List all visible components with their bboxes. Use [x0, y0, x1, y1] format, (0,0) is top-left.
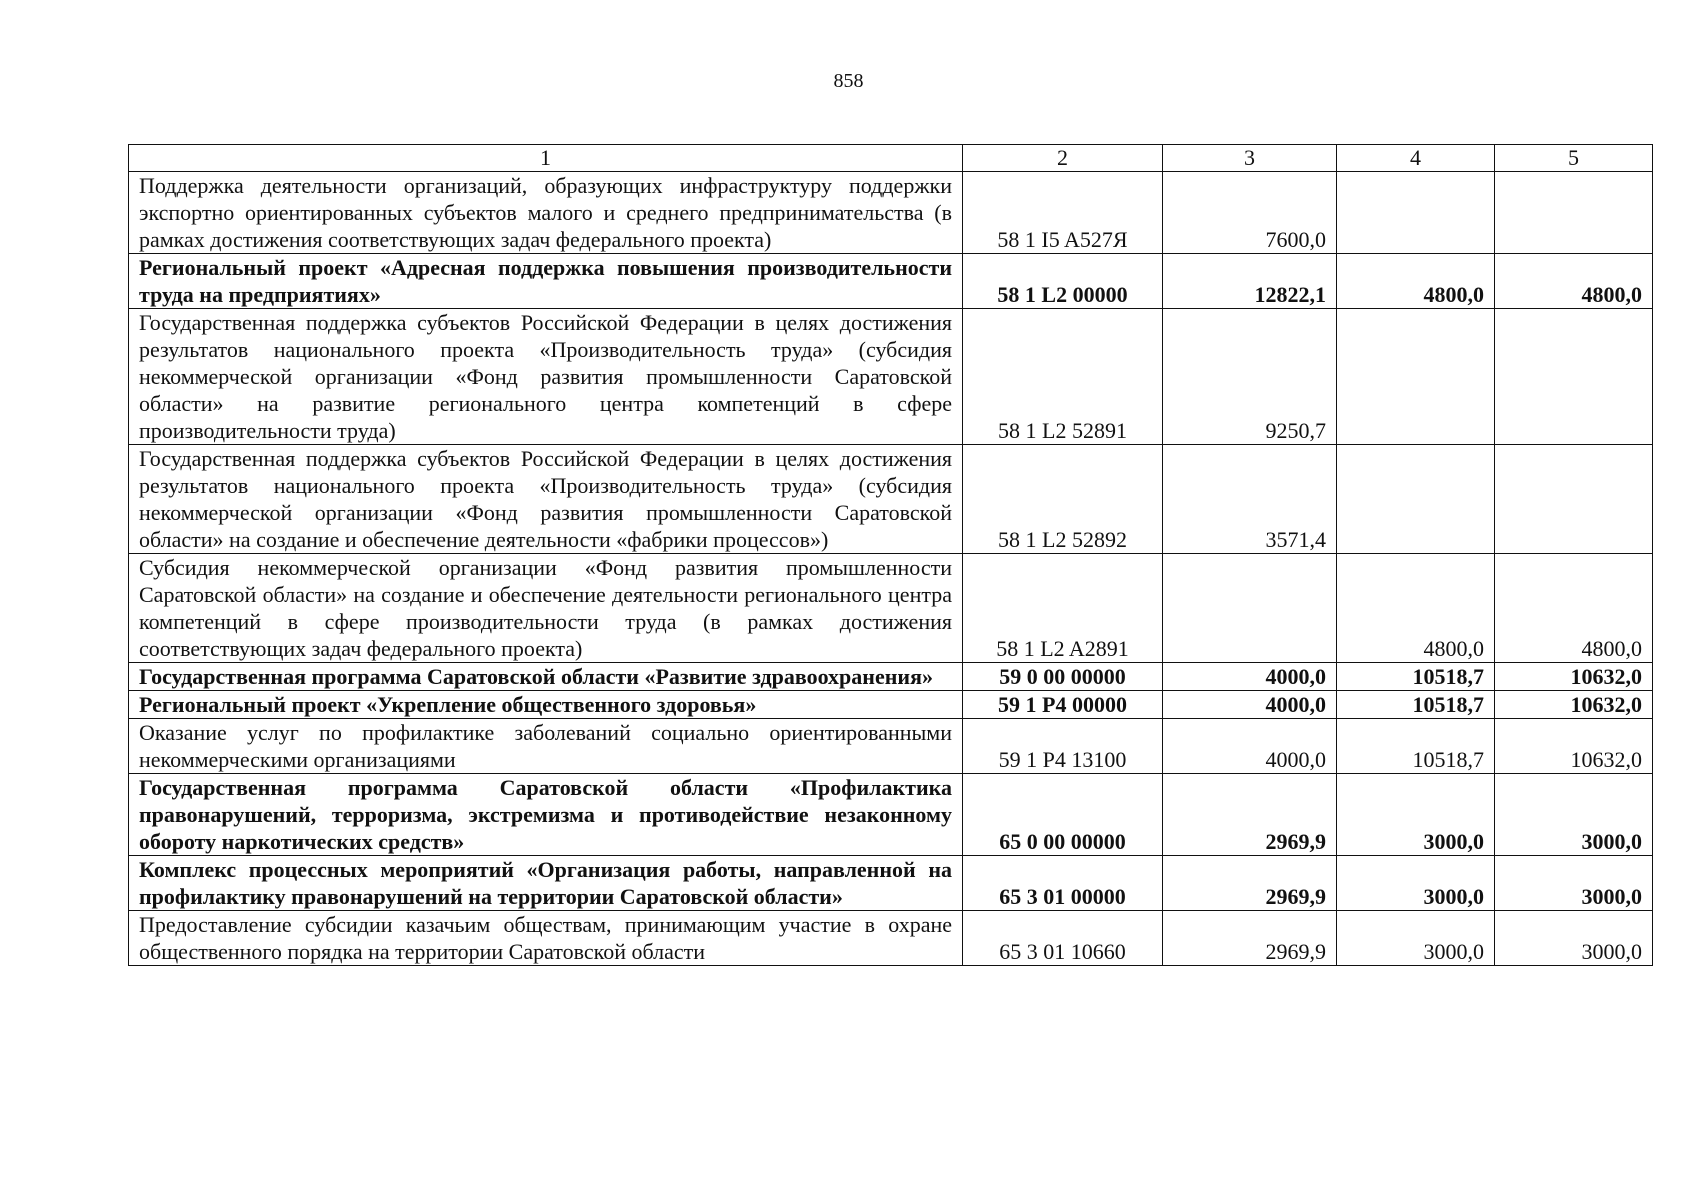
column-header-2: 2 [963, 145, 1163, 172]
amount-col3-cell: 2969,9 [1163, 911, 1337, 966]
page-number: 858 [833, 70, 864, 92]
classification-code-cell: 65 3 01 10660 [963, 911, 1163, 966]
amount-col3-cell: 7600,0 [1163, 172, 1337, 254]
classification-code-cell: 59 1 P4 00000 [963, 691, 1163, 719]
amount-col4-cell: 10518,7 [1337, 691, 1495, 719]
classification-code-cell: 59 0 00 00000 [963, 663, 1163, 691]
classification-code-cell: 65 0 00 00000 [963, 774, 1163, 856]
amount-col3-cell: 12822,1 [1163, 254, 1337, 309]
item-name-cell: Субсидия некоммерческой организации «Фонд развития промышленности Саратовской области» на создание и обеспечение деятельности регионального центра компетенций в сфере производительности труда (в рамках достижения соответствующих задач федерального проекта) [129, 554, 963, 663]
item-name-cell: Предоставление субсидии казачьим обществам, принимающим участие в охране общественного порядка на территории Саратовской области [129, 911, 963, 966]
column-header-1: 1 [129, 145, 963, 172]
item-name-cell: Комплекс процессных мероприятий «Организация работы, направленной на профилактику правонарушений на территории Саратовской области» [129, 856, 963, 911]
amount-col3-cell: 2969,9 [1163, 774, 1337, 856]
amount-col4-cell: 3000,0 [1337, 911, 1495, 966]
table-row [129, 719, 1653, 774]
amount-col5-cell [1495, 172, 1653, 254]
amount-col3-cell: 3571,4 [1163, 445, 1337, 554]
table-row [129, 309, 1653, 445]
table-row [129, 911, 1653, 966]
column-header-5: 5 [1495, 145, 1653, 172]
amount-col4-cell [1337, 172, 1495, 254]
amount-col5-cell: 10632,0 [1495, 691, 1653, 719]
amount-col3-cell: 4000,0 [1163, 663, 1337, 691]
table-row [129, 691, 1653, 719]
classification-code-cell: 65 3 01 00000 [963, 856, 1163, 911]
item-name-cell: Государственная поддержка субъектов Российской Федерации в целях достижения результатов национального проекта «Производительность труда» (субсидия некоммерческой организации «Фонд развития промышленности Саратовской области» на создание и обеспечение деятельности «фабрики процессов») [129, 445, 963, 554]
item-name-cell: Государственная программа Саратовской области «Профилактика правонарушений, терроризма, экстремизма и противодействие незаконному обороту наркотических средств» [129, 774, 963, 856]
amount-col5-cell [1495, 445, 1653, 554]
amount-col3-cell: 9250,7 [1163, 309, 1337, 445]
item-name-cell: Региональный проект «Укрепление общественного здоровья» [129, 691, 963, 719]
item-name-cell: Государственная программа Саратовской области «Развитие здравоохранения» [129, 663, 963, 691]
amount-col5-cell: 3000,0 [1495, 911, 1653, 966]
amount-col5-cell: 10632,0 [1495, 663, 1653, 691]
table-body [129, 172, 1653, 966]
classification-code-cell: 59 1 P4 13100 [963, 719, 1163, 774]
table-row [129, 445, 1653, 554]
item-name-cell: Государственная поддержка субъектов Российской Федерации в целях достижения результатов национального проекта «Производительность труда» (субсидия некоммерческой организации «Фонд развития промышленности Саратовской области» на развитие регионального центра компетенций в сфере производительности труда) [129, 309, 963, 445]
column-header-3: 3 [1163, 145, 1337, 172]
amount-col4-cell: 10518,7 [1337, 663, 1495, 691]
amount-col4-cell: 4800,0 [1337, 554, 1495, 663]
item-name-cell: Оказание услуг по профилактике заболеваний социально ориентированными некоммерческими организациями [129, 719, 963, 774]
item-name-cell: Региональный проект «Адресная поддержка повышения производительности труда на предприятиях» [129, 254, 963, 309]
table-header-row [129, 145, 1653, 172]
amount-col5-cell: 10632,0 [1495, 719, 1653, 774]
table-row [129, 663, 1653, 691]
classification-code-cell: 58 1 I5 A527Я [963, 172, 1163, 254]
classification-code-cell: 58 1 L2 52892 [963, 445, 1163, 554]
amount-col3-cell: 2969,9 [1163, 856, 1337, 911]
table-row [129, 254, 1653, 309]
budget-table [128, 144, 1653, 966]
amount-col4-cell: 4800,0 [1337, 254, 1495, 309]
table-row [129, 554, 1653, 663]
amount-col3-cell [1163, 554, 1337, 663]
amount-col3-cell: 4000,0 [1163, 691, 1337, 719]
amount-col5-cell: 4800,0 [1495, 254, 1653, 309]
amount-col3-cell: 4000,0 [1163, 719, 1337, 774]
amount-col5-cell: 4800,0 [1495, 554, 1653, 663]
amount-col5-cell [1495, 309, 1653, 445]
amount-col5-cell: 3000,0 [1495, 774, 1653, 856]
amount-col4-cell [1337, 445, 1495, 554]
amount-col4-cell [1337, 309, 1495, 445]
amount-col5-cell: 3000,0 [1495, 856, 1653, 911]
classification-code-cell: 58 1 L2 00000 [963, 254, 1163, 309]
classification-code-cell: 58 1 L2 52891 [963, 309, 1163, 445]
amount-col4-cell: 3000,0 [1337, 856, 1495, 911]
item-name-cell: Поддержка деятельности организаций, образующих инфраструктуру поддержки экспортно ориентированных субъектов малого и среднего предпринимательства (в рамках достижения соответствующих задач федерального проекта) [129, 172, 963, 254]
table-row [129, 774, 1653, 856]
amount-col4-cell: 10518,7 [1337, 719, 1495, 774]
column-header-4: 4 [1337, 145, 1495, 172]
amount-col4-cell: 3000,0 [1337, 774, 1495, 856]
table-row [129, 172, 1653, 254]
classification-code-cell: 58 1 L2 A2891 [963, 554, 1163, 663]
table-row [129, 856, 1653, 911]
